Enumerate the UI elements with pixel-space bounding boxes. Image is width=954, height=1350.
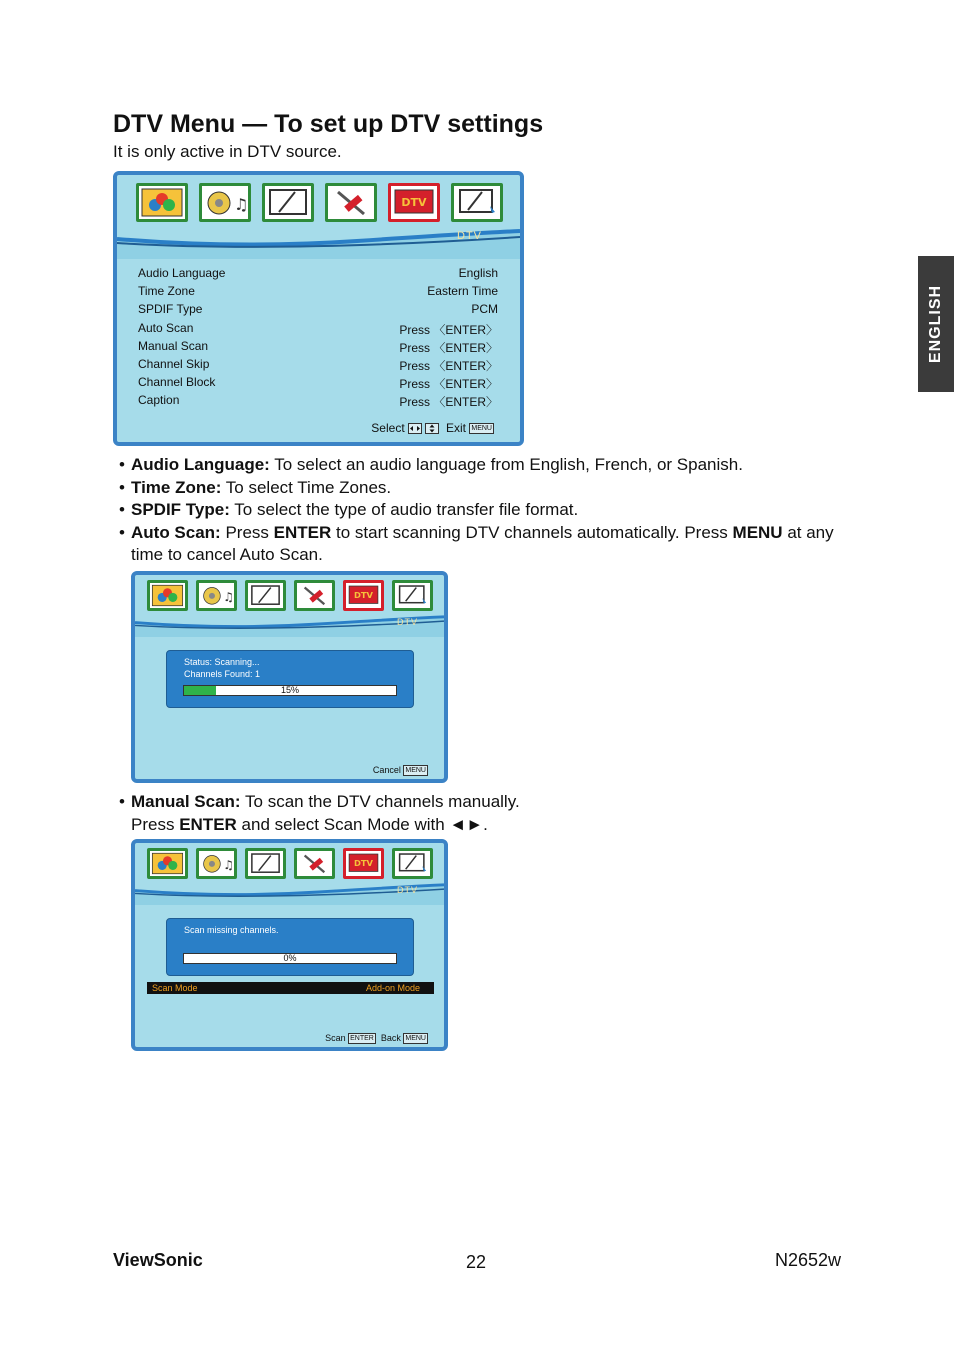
osd-manual-scan [131,839,448,1051]
menu-item-label[interactable]: Auto Scan [138,320,194,335]
tools-icon[interactable] [294,580,335,611]
audio-icon[interactable] [196,580,237,611]
screen-icon[interactable] [262,183,314,222]
svg-text:DTV: DTV [353,858,374,869]
back-hint-label: Back [380,1033,401,1043]
bullet-item: • Audio Language: To select an audio language from English, French, or Spanish. [119,455,743,474]
svg-text:DTV: DTV [353,590,374,601]
menu-item-value: Press 〈ENTER〉 [399,322,498,337]
menu-item-value: Press 〈ENTER〉 [399,359,498,373]
svg-text:♫: ♫ [223,590,234,605]
osd-hint-bar [325,1033,428,1044]
footer-page-number: 22 [466,1252,487,1272]
osd-hint-bar [373,765,428,776]
osd-tab-label: DTV [397,617,418,627]
arrow-keys-icon [408,423,422,434]
menu-item-label[interactable]: Channel Block [138,375,216,390]
tools-icon[interactable] [325,183,377,222]
osd-auto-scan [131,571,448,783]
scan-progress-bar [183,685,397,696]
scan-message-text: Scan missing channels. [184,925,279,935]
picture-icon[interactable] [136,183,188,222]
menu-item-value: Press 〈ENTER〉 [399,395,498,410]
menu-item-label[interactable]: Caption [138,393,180,408]
scan-mode-selector[interactable] [147,982,434,994]
scan-progress-label: 0% [283,953,297,963]
menu-key-icon: MENU [471,425,492,433]
dtv-icon-text: DTV [401,196,427,209]
menu-item-label[interactable]: Manual Scan [138,338,209,353]
svg-text:♫: ♫ [234,195,248,214]
setup-icon[interactable] [392,848,433,879]
picture-icon[interactable] [147,580,188,611]
scan-progress-label: 15% [280,685,299,695]
menu-item-label[interactable]: Audio Language [138,266,226,280]
dtv-icon[interactable] [343,580,384,611]
updown-keys-icon [425,423,439,434]
language-tab [918,256,954,392]
bullet-auto-scan: • Auto Scan: Press ENTER to start scanning DTV channels automatically. Press MENU at any time to cancel Auto Scan. [119,522,834,564]
scan-status-dialog [166,650,414,708]
screen-icon[interactable] [245,580,286,611]
bullet-list-settings [113,454,843,567]
manual-scan-dialog [166,918,414,976]
tools-icon[interactable] [294,848,335,879]
footer-model: N2652w [774,1250,841,1270]
bullet-manual-scan: • Manual Scan: To scan the DTV channels manually. Press ENTER and select Scan Mode with ◄►. [119,792,520,834]
scan-mode-label: Scan Mode [152,983,198,993]
menu-item-value: Press 〈ENTER〉 [399,340,498,355]
scan-hint-label: Scan [325,1033,346,1043]
svg-text:♫: ♫ [223,858,234,873]
audio-icon[interactable] [196,848,237,879]
osd-hint-bar [371,421,494,435]
enter-key-icon: ENTER [350,1035,374,1043]
setup-icon[interactable] [392,580,433,611]
screen-icon[interactable] [245,848,286,879]
menu-item-value: Eastern Time [427,284,498,299]
menu-key-icon: MENU [405,767,426,775]
scan-mode-value: Add-on Mode [365,983,420,993]
osd-dtv-menu [113,171,524,446]
page-title: DTV Menu — To set up DTV settings [113,110,544,138]
scan-progress-bar [183,953,397,964]
osd-tab-label: DTV [457,230,482,242]
footer-brand: ViewSonic [113,1250,203,1270]
picture-icon[interactable] [147,848,188,879]
menu-item-value: English [458,266,498,280]
audio-icon[interactable] [199,183,251,222]
bullet-item: • SPDIF Type: To select the type of audio transfer file format. [119,500,579,519]
channels-found-text: Channels Found: 1 [184,669,261,679]
exit-hint-label: Exit [446,421,467,435]
language-tab-label: ENGLISH [927,284,944,364]
dtv-icon[interactable] [343,848,384,879]
menu-item-value: Press 〈ENTER〉 [399,377,498,392]
select-hint-label: Select [371,421,405,435]
menu-item-label[interactable]: SPDIF Type [138,302,203,317]
menu-item-label[interactable]: Channel Skip [138,357,210,371]
scan-status-text: Status: Scanning... [184,657,260,667]
menu-item-label[interactable]: Time Zone [138,284,195,299]
osd-tab-label: DTV [397,885,418,895]
dtv-icon[interactable] [388,183,440,222]
menu-item-value: PCM [471,302,498,317]
page-subtitle: It is only active in DTV source. [113,142,342,161]
menu-key-icon: MENU [405,1035,426,1043]
cancel-hint-label: Cancel [372,765,401,775]
setup-icon[interactable] [451,183,503,222]
bullet-item: • Time Zone: To select Time Zones. [119,477,392,497]
